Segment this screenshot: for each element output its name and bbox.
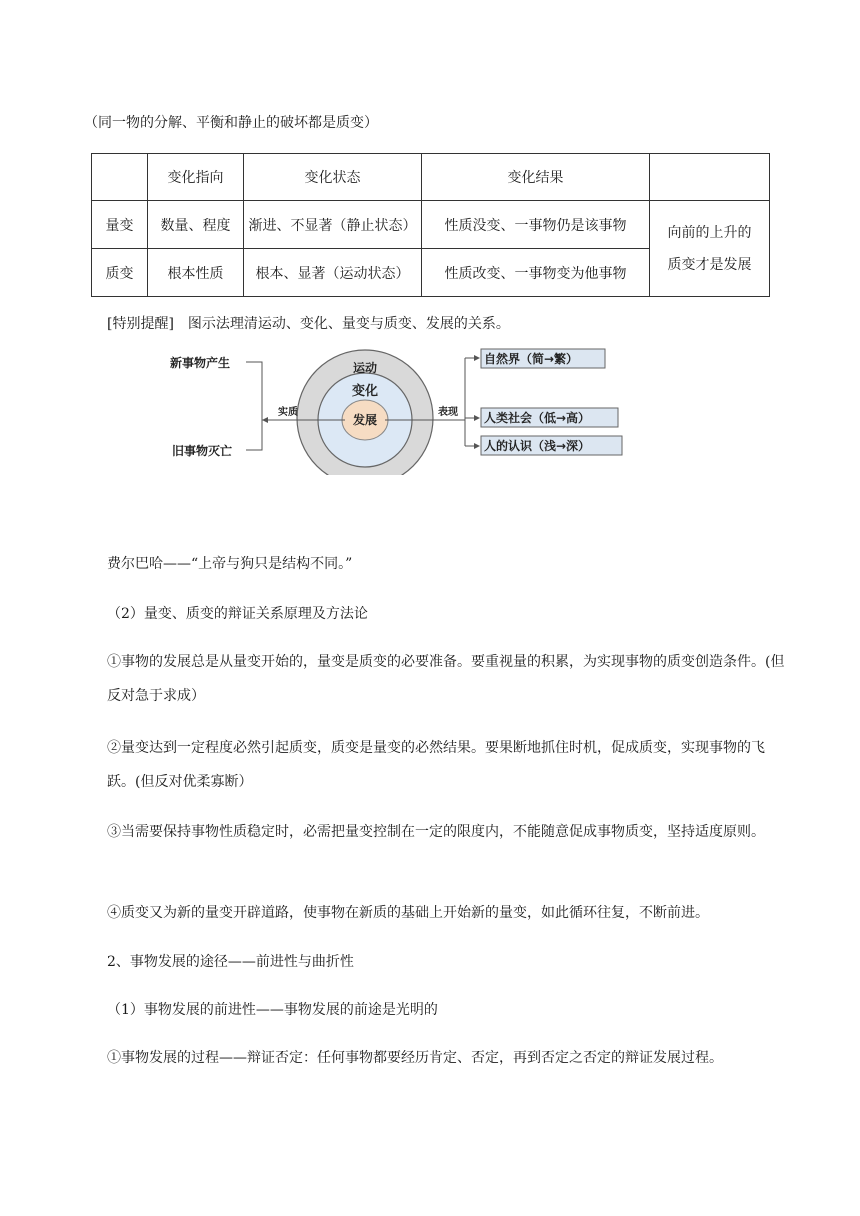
left-top-label: 新事物产生 [170, 356, 231, 370]
paragraph: ②量变达到一定程度必然引起质变，质变是量变的必然结果。要果断地抓住时机，促成质变，实现事物的飞跃。(但反对优柔寡断） [107, 740, 765, 790]
paragraph: ④质变又为新的量变开辟道路，使事物在新质的基础上开始新的量变，如此循环往复，不断前进。 [107, 905, 709, 921]
right-arrowhead-icon [474, 415, 480, 421]
table-header-cell: 变化指向 [148, 154, 244, 201]
right-arrowhead-icon [474, 355, 480, 361]
table-header-cell [650, 154, 770, 201]
middle-ring-label: 变化 [351, 384, 379, 399]
paragraph: ③当需要保持事物性质稳定时，必需把量变控制在一定的限度内，不能随意促成事物质变，坚持适度原则。 [107, 824, 765, 840]
special-reminder: [特别提醒] 图示法理清运动、变化、量变与质变、发展的关系。 [107, 316, 510, 332]
change-direction-cell: 数量、程度 [148, 201, 244, 249]
change-state-cell: 根本、显著（运动状态） [244, 249, 422, 297]
table-header-cell: 变化状态 [244, 154, 422, 201]
outer-ring-label: 运动 [352, 361, 378, 375]
left-arrowhead-icon [262, 417, 268, 423]
merged-note-cell [650, 201, 770, 297]
comparison-table [91, 153, 770, 297]
row-label: 量变 [92, 201, 148, 249]
row-label: 质变 [92, 249, 148, 297]
right-arrow-label: 表现 [438, 407, 458, 418]
merged-note-line: 向前的上升的 [667, 224, 752, 241]
manifestation-box-label: 人的认识（浅→深） [484, 439, 591, 453]
manifestation-box-label: 人类社会（低→高） [484, 411, 591, 425]
change-result-cell: 性质没变、一事物仍是该事物 [422, 201, 650, 249]
left-bracket [246, 362, 262, 450]
change-result-cell: 性质改变、一事物变为他事物 [422, 249, 650, 297]
top-note: （同一物的分解、平衡和静止的破坏都是质变） [84, 115, 378, 131]
relationship-diagram [160, 345, 640, 475]
right-arrowhead-icon [474, 443, 480, 449]
table-row [92, 201, 770, 249]
section-heading: （1）事物发展的前进性——事物发展的前途是光明的 [107, 1002, 438, 1018]
table-header-cell [92, 154, 148, 201]
core-label: 发展 [352, 413, 378, 427]
table-header-row [92, 154, 770, 201]
left-arrow-label: 实质 [278, 407, 298, 418]
section-heading: （2）量变、质变的辩证关系原理及方法论 [107, 606, 368, 622]
section-heading: 2、事物发展的途径——前进性与曲折性 [107, 954, 354, 970]
change-direction-cell: 根本性质 [148, 249, 244, 297]
merged-note-line: 质变才是发展 [667, 256, 752, 273]
left-bottom-label: 旧事物灭亡 [172, 444, 233, 458]
table-header-cell: 变化结果 [422, 154, 650, 201]
change-state-cell: 渐进、不显著（静止状态） [244, 201, 422, 249]
paragraph: ①事物发展的过程——辩证否定：任何事物都要经历肯定、否定，再到否定之否定的辩证发展过程。 [107, 1050, 723, 1066]
paragraph: ①事物的发展总是从量变开始的，量变是质变的必要准备。要重视量的积累，为实现事物的质变创造条件。(但反对急于求成） [107, 654, 785, 704]
manifestation-box-label: 自然界（简→繁） [484, 352, 579, 366]
paragraph: 费尔巴哈——“上帝与狗只是结构不同。” [107, 556, 353, 572]
